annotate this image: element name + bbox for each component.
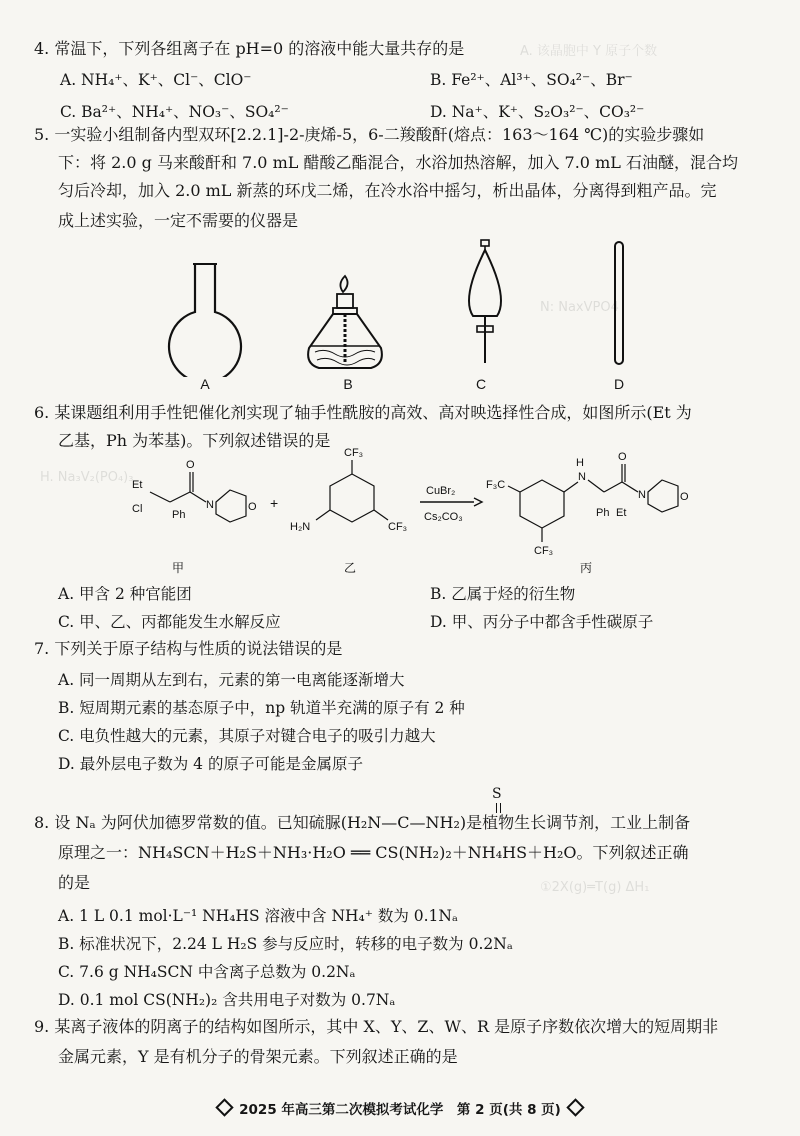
- diamond-right-icon: [566, 1098, 584, 1116]
- q7-option-d: D. 最外层电子数为 4 的原子可能是金属原子: [58, 755, 363, 773]
- svg-text:CF₃: CF₃: [534, 545, 554, 557]
- q8-option-a: A. 1 L 0.1 mol·L⁻¹ NH₄HS 溶液中含 NH₄⁺ 数为 0.1Nₐ: [58, 907, 458, 925]
- svg-text:O: O: [680, 491, 689, 503]
- bleed-through-text: ①2X(g)═T(g) ΔH₁: [540, 880, 650, 895]
- q4-option-b: B. Fe²⁺、Al³⁺、SO₄²⁻、Br⁻: [430, 71, 633, 89]
- compound-bing-structure: [486, 451, 689, 557]
- svg-text:CF₃: CF₃: [344, 447, 364, 459]
- q7-option-c: C. 电负性越大的元素，其原子对键合电子的吸引力越大: [58, 727, 436, 745]
- q8-option-b: B. 标准状况下，2.24 L H₂S 参与反应时，转移的电子数为 0.2Nₐ: [58, 935, 513, 953]
- q6-option-d: D. 甲、丙分子中都含手性碳原子: [430, 613, 654, 631]
- q4-option-a: A. NH₄⁺、K⁺、Cl⁻、ClO⁻: [60, 71, 252, 89]
- q8-stem-line-1: 8. 设 Nₐ 为阿伏加德罗常数的值。已知硫脲(H₂N—C—NH₂)是植物生长调节剂，工业上制备: [34, 813, 691, 832]
- q8-stem-line-3: 的是: [58, 873, 91, 892]
- compound-jia-name: 甲: [172, 561, 185, 575]
- bleed-through-text: H. Na₃V₂(PO₄)₃: [40, 470, 134, 485]
- q6-reaction-scheme: [120, 446, 760, 584]
- svg-text:+: +: [270, 495, 279, 511]
- apparatus-d-label: D: [613, 376, 625, 392]
- apparatus-b-alcohol-lamp: [295, 268, 405, 378]
- q9-stem-line-1: 9. 某离子液体的阴离子的结构如图所示，其中 X、Y、Z、W、R 是原子序数依次增大的短周期非: [34, 1017, 719, 1036]
- q4-option-c: C. Ba²⁺、NH₄⁺、NO₃⁻、SO₄²⁻: [60, 103, 289, 121]
- reagent-cs2co3: Cs₂CO₃: [424, 511, 463, 523]
- svg-text:F₃C: F₃C: [486, 479, 506, 491]
- q9-stem-line-2: 金属元素，Y 是有机分子的骨架元素。下列叙述正确的是: [58, 1047, 458, 1066]
- svg-text:N: N: [206, 499, 214, 511]
- compound-yi-structure: [290, 447, 407, 533]
- q4-stem: 4. 常温下，下列各组离子在 pH=0 的溶液中能大量共存的是: [34, 39, 465, 58]
- svg-text:Et: Et: [616, 507, 627, 519]
- apparatus-a-round-bottom-flask: [155, 262, 255, 377]
- footer-text: 2025 年高三第二次模拟考试化学 第 2 页(共 8 页): [239, 1102, 561, 1118]
- svg-text:Cl: Cl: [132, 503, 143, 515]
- q5-stem-line-3: 匀后冷却，加入 2.0 mL 新蒸的环戊二烯，在冷水浴中摇匀，析出晶体，分离得到粗产品。完: [58, 181, 717, 200]
- q6-stem-line-1: 6. 某课题组利用手性钯催化剂实现了轴手性酰胺的高效、高对映选择性合成，如图所示(Et 为: [34, 403, 692, 422]
- diamond-left-icon: [215, 1098, 233, 1116]
- apparatus-a-label: A: [200, 376, 210, 392]
- page-footer: [0, 1098, 800, 1118]
- svg-text:Et: Et: [132, 479, 143, 491]
- reagent-cubr2: CuBr₂: [426, 485, 456, 497]
- q7-option-a: A. 同一周期从左到右，元素的第一电离能逐渐增大: [58, 671, 405, 689]
- apparatus-c-label: C: [475, 376, 487, 392]
- q4-option-d: D. Na⁺、K⁺、S₂O₃²⁻、CO₃²⁻: [430, 103, 645, 121]
- compound-yi-name: 乙: [344, 561, 357, 575]
- q5-stem-line-2: 下：将 2.0 g 马来酸酐和 7.0 mL 醋酸乙酯混合，水浴加热溶解，加入 7.0 mL 石油醚，混合均: [58, 153, 738, 172]
- compound-bing-name: 丙: [580, 561, 593, 575]
- apparatus-d-glass-rod: [610, 238, 630, 368]
- svg-text:O: O: [186, 459, 195, 471]
- apparatus-b-label: B: [343, 376, 353, 392]
- q8-option-c: C. 7.6 g NH₄SCN 中含离子总数为 0.2Nₐ: [58, 963, 356, 981]
- q6-option-b: B. 乙属于烃的衍生物: [430, 585, 576, 603]
- svg-text:CF₃: CF₃: [388, 521, 408, 533]
- q7-stem: 7. 下列关于原子结构与性质的说法错误的是: [34, 639, 343, 658]
- svg-text:Ph: Ph: [172, 509, 186, 521]
- svg-text:O: O: [618, 451, 627, 463]
- q6-option-a: A. 甲含 2 种官能团: [58, 585, 192, 603]
- svg-text:H: H: [576, 457, 584, 469]
- svg-text:N: N: [638, 489, 646, 501]
- svg-text:H₂N: H₂N: [290, 521, 311, 533]
- q7-option-b: B. 短周期元素的基态原子中，np 轨道半充满的原子有 2 种: [58, 699, 465, 717]
- q8-option-d: D. 0.1 mol CS(NH₂)₂ 含共用电子对数为 0.7Nₐ: [58, 991, 396, 1009]
- q8-stem-line-2: 原理之一：NH₄SCN＋H₂S＋NH₃·H₂O ══ CS(NH₂)₂＋NH₄HS＋H₂O。下列叙述正确: [58, 843, 689, 862]
- svg-text:N: N: [578, 471, 586, 483]
- bleed-through-text: N: NaxVPO4: [540, 300, 619, 315]
- svg-text:Ph: Ph: [596, 507, 610, 519]
- q6-stem-line-2: 乙基，Ph 为苯基)。下列叙述错误的是: [58, 431, 331, 450]
- svg-text:O: O: [248, 501, 257, 513]
- q5-stem-line-4: 成上述实验，一定不需要的仪器是: [58, 211, 299, 230]
- apparatus-c-separatory-funnel: [455, 238, 515, 368]
- q5-stem-line-1: 5. 一实验小组制备内型双环[2.2.1]-2-庚烯-5，6-二羧酸酐(熔点：163～164 ℃)的实验步骤如: [34, 125, 705, 144]
- bleed-through-text: A. 该晶胞中 Y 原子个数: [520, 44, 658, 59]
- q6-option-c: C. 甲、乙、丙都能发生水解反应: [58, 613, 281, 631]
- q8-thiourea-s-atom: S: [492, 786, 502, 802]
- compound-jia-structure: [132, 459, 257, 522]
